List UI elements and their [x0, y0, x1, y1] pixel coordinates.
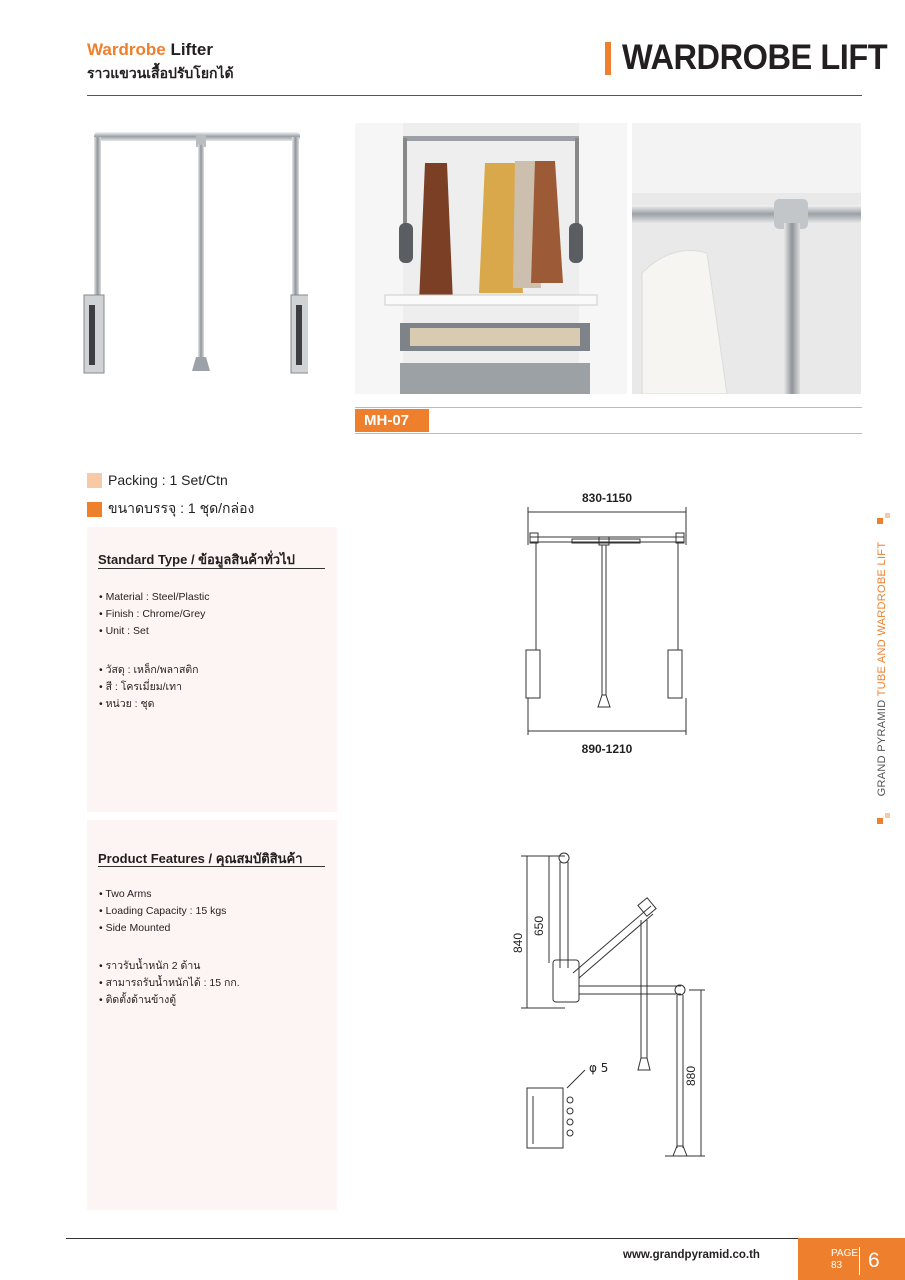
handle-arm-a — [573, 906, 651, 973]
packing-swatch-dark — [87, 502, 102, 517]
footer-page-box — [798, 1238, 905, 1280]
page-title: WARDROBE LIFT — [622, 38, 888, 77]
list-item: • Material : Steel/Plastic — [99, 589, 209, 606]
closet-photo — [355, 123, 627, 394]
standard-type-rule — [98, 568, 325, 569]
front-top-dim: 830-1150 — [581, 491, 633, 505]
list-item: • Unit : Set — [99, 623, 209, 640]
dim-880-label: 880 — [684, 1065, 698, 1087]
list-item: • วัสดุ : เหล็ก/พลาสติก — [99, 662, 199, 679]
packing-en-text: Packing : 1 Set/Ctn — [108, 472, 228, 488]
closeup-photo — [632, 123, 861, 394]
dim-840-label: 840 — [511, 932, 525, 954]
packing-th — [87, 498, 254, 520]
footer-url[interactable]: www.grandpyramid.co.th — [623, 1249, 760, 1261]
features-title: Product Features / คุณสมบัติสินค้า — [98, 851, 303, 866]
standard-type-title: Standard Type / ข้อมูลสินค้าทั่วไป — [98, 552, 295, 567]
front-bottom-dim: 890-1210 — [581, 742, 633, 756]
model-rule-top — [355, 407, 862, 408]
front-center-joint — [599, 537, 609, 545]
side-tab-deco-bottom — [874, 813, 894, 827]
header-accent-bar — [605, 42, 611, 75]
list-item: • ติดตั้งด้านข้างตู้ — [99, 992, 240, 1009]
standard-type-list-en — [99, 589, 209, 640]
product-features-panel — [87, 820, 337, 1210]
header-subtitle-en: Wardrobe Lifter — [87, 40, 213, 59]
lower-arm-foot — [673, 1146, 687, 1156]
side-tab — [872, 513, 892, 828]
list-item: • สี : โครเมี่ยม/เทา — [99, 679, 199, 696]
list-item: • Two Arms — [99, 886, 226, 903]
front-right-unit — [668, 650, 682, 698]
hole-dim-label: φ 5 — [589, 1061, 609, 1075]
model-code-tag: MH-07 — [355, 409, 429, 432]
handle-cap — [638, 898, 656, 916]
features-rule — [98, 866, 325, 867]
dim-650-label: 650 — [532, 915, 546, 937]
footer-rule — [66, 1238, 798, 1239]
pivot-top — [559, 853, 569, 863]
list-item: • Finish : Chrome/Grey — [99, 606, 209, 623]
side-drawing — [505, 848, 715, 1163]
packing-swatch-light — [87, 473, 102, 488]
front-drawing — [500, 485, 720, 765]
front-left-unit — [526, 650, 540, 698]
features-list-th — [99, 958, 240, 1009]
front-handle-foot — [598, 695, 610, 707]
side-housing — [553, 960, 579, 1002]
bracket-hole — [567, 1097, 573, 1103]
list-item: • สามารถรับน้ำหนักได้ : 15 กก. — [99, 975, 240, 992]
packing-th-text: ขนาดบรรจุ : 1 ชุด/กล่อง — [108, 500, 255, 516]
side-tab-text: GRAND PYRAMID TUBE AND WARDROBE LIFT — [876, 541, 888, 797]
list-item: • Side Mounted — [99, 920, 226, 937]
footer-page-sub: 83 — [831, 1260, 843, 1271]
product-photo — [82, 125, 308, 393]
header-rule — [87, 95, 862, 96]
hole-leader — [567, 1070, 585, 1088]
list-item: • ราวรับน้ำหนัก 2 ด้าน — [99, 958, 240, 975]
footer-divider — [859, 1247, 860, 1275]
standard-type-list-th — [99, 662, 199, 713]
footer-page-number: 6 — [868, 1249, 880, 1272]
bracket-box — [527, 1088, 563, 1148]
list-item: • หน่วย : ชุด — [99, 696, 199, 713]
packing-en — [87, 472, 228, 488]
handle-arm-b — [579, 914, 653, 978]
handle-drop-foot — [638, 1058, 650, 1070]
footer-page-label: PAGE — [831, 1248, 859, 1259]
bracket-hole — [567, 1108, 573, 1114]
bracket-hole — [567, 1119, 573, 1125]
list-item: • Loading Capacity : 15 kgs — [99, 903, 226, 920]
model-rule-bottom — [355, 433, 862, 434]
standard-type-panel — [87, 527, 337, 812]
header-subtitle-th: ราวแขวนเสื้อปรับโยกได้ — [87, 65, 234, 81]
features-list-en — [99, 886, 226, 937]
bracket-hole — [567, 1130, 573, 1136]
